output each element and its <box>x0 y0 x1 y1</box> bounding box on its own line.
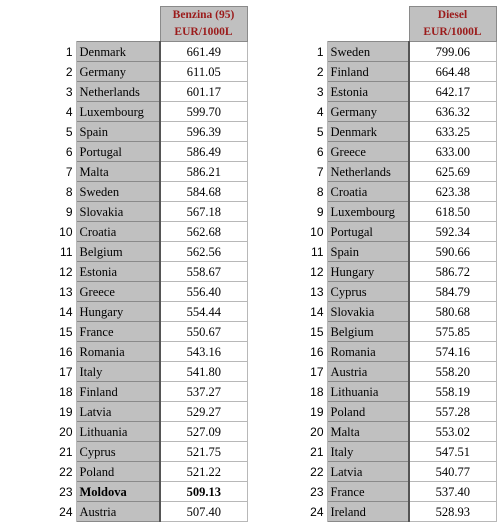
table-row[interactable] <box>250 402 496 422</box>
country-cell[interactable]: Cyprus <box>76 442 160 462</box>
price-cell[interactable]: 799.06 <box>409 42 496 62</box>
price-cell[interactable]: 642.17 <box>409 82 496 102</box>
table-row[interactable] <box>0 242 247 262</box>
price-cell[interactable]: 623.38 <box>409 182 496 202</box>
price-cell[interactable]: 567.18 <box>160 202 247 222</box>
rank-cell[interactable]: 20 <box>0 422 76 442</box>
country-cell[interactable]: Slovakia <box>76 202 160 222</box>
rank-cell[interactable]: 3 <box>0 82 76 102</box>
price-cell[interactable]: 586.21 <box>160 162 247 182</box>
rank-cell[interactable]: 21 <box>250 442 327 462</box>
rank-cell[interactable]: 2 <box>250 62 327 82</box>
diesel-header-row <box>250 7 496 42</box>
country-cell[interactable]: Germany <box>76 62 160 82</box>
table-row[interactable] <box>0 202 247 222</box>
country-cell[interactable]: Estonia <box>327 82 409 102</box>
table-row[interactable] <box>250 482 496 502</box>
price-cell[interactable]: 521.22 <box>160 462 247 482</box>
table-row[interactable] <box>0 122 247 142</box>
country-cell[interactable]: Ireland <box>327 502 409 522</box>
rank-cell[interactable]: 11 <box>0 242 76 262</box>
table-row[interactable] <box>0 462 247 482</box>
price-cell[interactable]: 521.75 <box>160 442 247 462</box>
price-cell[interactable]: 540.77 <box>409 462 496 482</box>
table-row[interactable] <box>0 282 247 302</box>
price-cell[interactable]: 541.80 <box>160 362 247 382</box>
price-cell[interactable]: 633.00 <box>409 142 496 162</box>
rank-cell[interactable]: 13 <box>250 282 327 302</box>
rank-cell[interactable]: 19 <box>0 402 76 422</box>
table-row[interactable] <box>0 82 247 102</box>
price-cell[interactable]: 586.72 <box>409 262 496 282</box>
country-cell[interactable]: Finland <box>327 62 409 82</box>
price-cell[interactable]: 592.34 <box>409 222 496 242</box>
rank-cell[interactable]: 8 <box>0 182 76 202</box>
benzina-price-header[interactable] <box>160 7 247 42</box>
rank-cell[interactable]: 7 <box>250 162 327 182</box>
rank-cell[interactable]: 8 <box>250 182 327 202</box>
country-cell[interactable]: Italy <box>327 442 409 462</box>
price-cell[interactable]: 558.19 <box>409 382 496 402</box>
price-cell[interactable]: 664.48 <box>409 62 496 82</box>
table-row[interactable] <box>250 502 496 522</box>
table-row[interactable] <box>250 342 496 362</box>
table-row[interactable] <box>250 302 496 322</box>
rank-cell[interactable]: 6 <box>0 142 76 162</box>
country-cell[interactable]: Poland <box>327 402 409 422</box>
price-cell[interactable]: 554.44 <box>160 302 247 322</box>
table-row[interactable] <box>0 262 247 282</box>
price-cell[interactable]: 528.93 <box>409 502 496 522</box>
diesel-header-unit: EUR/1000L <box>423 26 482 38</box>
price-cell[interactable]: 625.69 <box>409 162 496 182</box>
rank-cell[interactable]: 1 <box>0 42 76 62</box>
table-row[interactable] <box>250 122 496 142</box>
rank-cell[interactable]: 12 <box>250 262 327 282</box>
country-cell[interactable]: Luxembourg <box>327 202 409 222</box>
country-cell[interactable]: Greece <box>76 282 160 302</box>
rank-cell[interactable]: 22 <box>250 462 327 482</box>
benzina-header-title: Benzina (95) <box>172 9 235 21</box>
rank-cell[interactable]: 18 <box>250 382 327 402</box>
price-cell[interactable]: 618.50 <box>409 202 496 222</box>
table-row[interactable] <box>0 42 247 62</box>
country-cell[interactable]: Netherlands <box>327 162 409 182</box>
country-cell[interactable]: Austria <box>327 362 409 382</box>
rank-cell[interactable]: 5 <box>0 122 76 142</box>
country-cell[interactable]: Greece <box>327 142 409 162</box>
rank-cell[interactable]: 24 <box>250 502 327 522</box>
country-cell[interactable]: France <box>76 322 160 342</box>
price-cell[interactable]: 562.56 <box>160 242 247 262</box>
table-row[interactable] <box>0 302 247 322</box>
benzina-table-panel <box>0 6 248 522</box>
table-row[interactable] <box>0 222 247 242</box>
table-row[interactable] <box>0 362 247 382</box>
table-row[interactable] <box>0 482 247 502</box>
rank-cell[interactable]: 2 <box>0 62 76 82</box>
price-cell[interactable]: 601.17 <box>160 82 247 102</box>
country-cell[interactable]: Croatia <box>327 182 409 202</box>
price-cell[interactable]: 553.02 <box>409 422 496 442</box>
header-blank <box>327 7 409 42</box>
table-row[interactable] <box>250 182 496 202</box>
rank-cell[interactable]: 9 <box>0 202 76 222</box>
price-cell[interactable]: 529.27 <box>160 402 247 422</box>
country-cell[interactable]: Poland <box>76 462 160 482</box>
price-cell[interactable]: 580.68 <box>409 302 496 322</box>
price-cell[interactable]: 584.79 <box>409 282 496 302</box>
country-cell[interactable]: Denmark <box>327 122 409 142</box>
rank-cell[interactable]: 10 <box>250 222 327 242</box>
country-cell[interactable]: Lithuania <box>327 382 409 402</box>
benzina-table-body <box>0 42 247 522</box>
rank-cell[interactable]: 14 <box>0 302 76 322</box>
country-cell[interactable]: Malta <box>76 162 160 182</box>
rank-cell[interactable]: 17 <box>0 362 76 382</box>
table-row[interactable] <box>250 322 496 342</box>
country-cell[interactable]: France <box>327 482 409 502</box>
country-cell[interactable]: Moldova <box>76 482 160 502</box>
price-cell[interactable]: 507.40 <box>160 502 247 522</box>
country-cell[interactable]: Belgium <box>327 322 409 342</box>
table-row[interactable] <box>250 162 496 182</box>
rank-cell[interactable]: 19 <box>250 402 327 422</box>
country-cell[interactable]: Spain <box>327 242 409 262</box>
country-cell[interactable]: Portugal <box>327 222 409 242</box>
rank-cell[interactable]: 5 <box>250 122 327 142</box>
rank-cell[interactable]: 15 <box>250 322 327 342</box>
rank-cell[interactable]: 16 <box>0 342 76 362</box>
country-cell[interactable]: Netherlands <box>76 82 160 102</box>
rank-cell[interactable]: 9 <box>250 202 327 222</box>
table-row[interactable] <box>0 182 247 202</box>
rank-cell[interactable]: 14 <box>250 302 327 322</box>
country-cell[interactable]: Latvia <box>76 402 160 422</box>
table-row[interactable] <box>250 142 496 162</box>
table-row[interactable] <box>250 362 496 382</box>
country-cell[interactable]: Hungary <box>327 262 409 282</box>
table-row[interactable] <box>250 82 496 102</box>
table-row[interactable] <box>0 382 247 402</box>
table-row[interactable] <box>0 442 247 462</box>
country-cell[interactable]: Spain <box>76 122 160 142</box>
country-cell[interactable]: Lithuania <box>76 422 160 442</box>
rank-cell[interactable]: 4 <box>250 102 327 122</box>
price-cell[interactable]: 527.09 <box>160 422 247 442</box>
price-cell[interactable]: 543.16 <box>160 342 247 362</box>
country-cell[interactable]: Italy <box>76 362 160 382</box>
price-cell[interactable]: 596.39 <box>160 122 247 142</box>
rank-cell[interactable]: 24 <box>0 502 76 522</box>
table-row[interactable] <box>250 242 496 262</box>
rank-cell[interactable]: 13 <box>0 282 76 302</box>
table-row[interactable] <box>250 442 496 462</box>
header-blank <box>250 7 327 42</box>
country-cell[interactable]: Finland <box>76 382 160 402</box>
table-row[interactable] <box>0 402 247 422</box>
diesel-header-title: Diesel <box>437 9 468 21</box>
price-cell[interactable]: 661.49 <box>160 42 247 62</box>
benzina-table <box>0 6 248 522</box>
table-row[interactable] <box>250 262 496 282</box>
diesel-price-header[interactable] <box>409 7 496 42</box>
benzina-header-unit: EUR/1000L <box>174 26 233 38</box>
country-cell[interactable]: Germany <box>327 102 409 122</box>
table-row[interactable] <box>0 322 247 342</box>
price-cell[interactable]: 584.68 <box>160 182 247 202</box>
table-row[interactable] <box>250 382 496 402</box>
rank-cell[interactable]: 20 <box>250 422 327 442</box>
table-row[interactable] <box>0 162 247 182</box>
price-cell[interactable]: 574.16 <box>409 342 496 362</box>
price-cell[interactable]: 557.28 <box>409 402 496 422</box>
price-cell[interactable]: 590.66 <box>409 242 496 262</box>
price-cell[interactable]: 599.70 <box>160 102 247 122</box>
diesel-table <box>250 6 497 522</box>
diesel-table-body <box>250 42 496 522</box>
country-cell[interactable]: Sweden <box>76 182 160 202</box>
rank-cell[interactable]: 16 <box>250 342 327 362</box>
country-cell[interactable]: Denmark <box>76 42 160 62</box>
rank-cell[interactable]: 18 <box>0 382 76 402</box>
table-row[interactable] <box>250 462 496 482</box>
table-row[interactable] <box>250 222 496 242</box>
price-cell[interactable]: 558.20 <box>409 362 496 382</box>
rank-cell[interactable]: 7 <box>0 162 76 182</box>
price-cell[interactable]: 556.40 <box>160 282 247 302</box>
price-cell[interactable]: 547.51 <box>409 442 496 462</box>
rank-cell[interactable]: 21 <box>0 442 76 462</box>
price-cell[interactable]: 509.13 <box>160 482 247 502</box>
table-row[interactable] <box>0 102 247 122</box>
price-cell[interactable]: 611.05 <box>160 62 247 82</box>
rank-cell[interactable]: 11 <box>250 242 327 262</box>
country-cell[interactable]: Cyprus <box>327 282 409 302</box>
table-row[interactable] <box>0 422 247 442</box>
rank-cell[interactable]: 12 <box>0 262 76 282</box>
rank-cell[interactable]: 10 <box>0 222 76 242</box>
price-cell[interactable]: 575.85 <box>409 322 496 342</box>
price-cell[interactable]: 586.49 <box>160 142 247 162</box>
country-cell[interactable]: Austria <box>76 502 160 522</box>
table-row[interactable] <box>250 282 496 302</box>
price-cell[interactable]: 562.68 <box>160 222 247 242</box>
table-row[interactable] <box>250 42 496 62</box>
country-cell[interactable]: Portugal <box>76 142 160 162</box>
table-row[interactable] <box>0 62 247 82</box>
country-cell[interactable]: Luxembourg <box>76 102 160 122</box>
diesel-table-panel <box>250 6 497 522</box>
price-cell[interactable]: 636.32 <box>409 102 496 122</box>
country-cell[interactable]: Hungary <box>76 302 160 322</box>
rank-cell[interactable]: 3 <box>250 82 327 102</box>
benzina-header-row <box>0 7 247 42</box>
country-cell[interactable]: Belgium <box>76 242 160 262</box>
country-cell[interactable]: Croatia <box>76 222 160 242</box>
price-cell[interactable]: 537.27 <box>160 382 247 402</box>
table-row[interactable] <box>0 502 247 522</box>
table-row[interactable] <box>250 62 496 82</box>
header-blank <box>76 7 160 42</box>
country-cell[interactable]: Latvia <box>327 462 409 482</box>
price-cell[interactable]: 537.40 <box>409 482 496 502</box>
rank-cell[interactable]: 22 <box>0 462 76 482</box>
rank-cell[interactable]: 23 <box>250 482 327 502</box>
country-cell[interactable]: Romania <box>76 342 160 362</box>
country-cell[interactable]: Malta <box>327 422 409 442</box>
table-row[interactable] <box>0 142 247 162</box>
price-cell[interactable]: 633.25 <box>409 122 496 142</box>
table-row[interactable] <box>250 102 496 122</box>
rank-cell[interactable]: 17 <box>250 362 327 382</box>
country-cell[interactable]: Estonia <box>76 262 160 282</box>
rank-cell[interactable]: 15 <box>0 322 76 342</box>
rank-cell[interactable]: 6 <box>250 142 327 162</box>
table-row[interactable] <box>250 202 496 222</box>
country-cell[interactable]: Romania <box>327 342 409 362</box>
price-cell[interactable]: 558.67 <box>160 262 247 282</box>
country-cell[interactable]: Slovakia <box>327 302 409 322</box>
price-cell[interactable]: 550.67 <box>160 322 247 342</box>
rank-cell[interactable]: 1 <box>250 42 327 62</box>
table-row[interactable] <box>250 422 496 442</box>
header-blank <box>0 7 76 42</box>
rank-cell[interactable]: 23 <box>0 482 76 502</box>
rank-cell[interactable]: 4 <box>0 102 76 122</box>
country-cell[interactable]: Sweden <box>327 42 409 62</box>
table-row[interactable] <box>0 342 247 362</box>
